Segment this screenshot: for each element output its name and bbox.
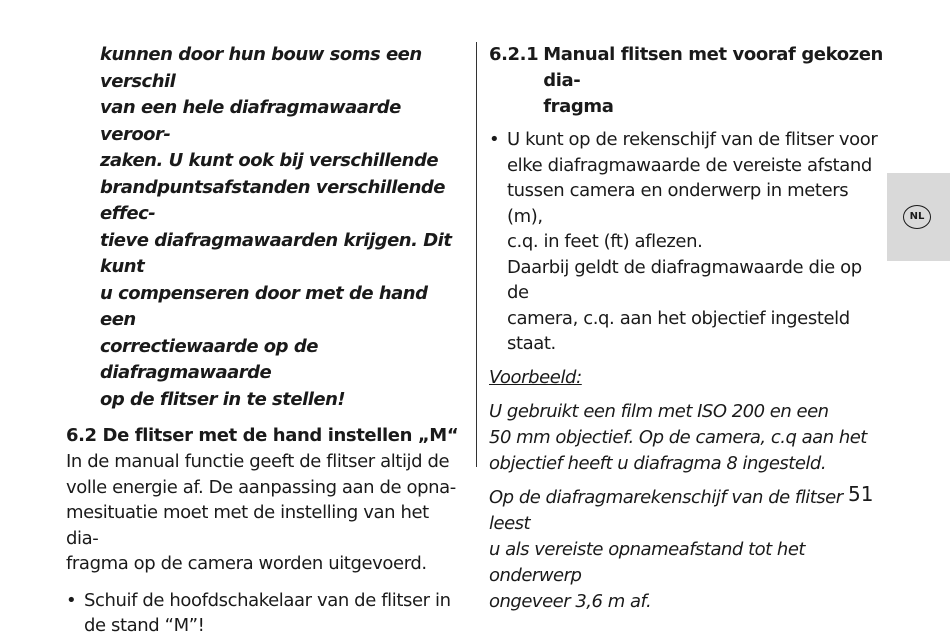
- bullet-text: Schuif de hoofdschakelaar van de flitser in de stand “M”!: [84, 589, 451, 636]
- subsection-heading: [489, 42, 885, 120]
- example-label: Voorbeeld:: [489, 366, 582, 388]
- right-column: [489, 42, 885, 615]
- language-badge: NL: [903, 205, 931, 229]
- subsection-number: 6.2.1: [489, 44, 539, 65]
- language-tab: [887, 173, 950, 261]
- bullet-text: U kunt op de rekenschijf van de flitser voor elke diafragmawaarde de vereiste afstand tussen camera en onderwerp in meters (m), c.q. in feet (ft) aflezen. Daarbij geldt de diafragmawaarde die op de camera, c.q. aan het objectief ingesteld staat.: [507, 129, 878, 354]
- left-column: [66, 42, 466, 639]
- page-number: 51: [848, 482, 874, 506]
- example-text-2: Op de diafragmarekenschijf van de flitser leest u als vereiste opnameafstand tot het onderwerp ongeveer 3,6 m af.: [489, 486, 843, 612]
- column-divider: [476, 42, 477, 467]
- subsection-title: Manual flitsen met vooraf gekozen dia- fragma: [543, 44, 883, 117]
- section-paragraph: In de manual functie geeft de flitser altijd de volle energie af. De aanpassing aan de opna- mesituatie moet met de instelling van het dia- fragma op de camera worden uitgevoerd.: [66, 451, 456, 574]
- list-item: [66, 588, 466, 639]
- note-text: kunnen door hun bouw soms een verschil van een hele diafragmawaarde veroor- zaken. U kunt ook bij verschillende brandpuntsafstanden verschillende effec- tieve diafragmawaarden krijgen. Dit kunt u compenseren door met de hand een correctiewaarde op de diafragmawaarde op de flitser in te stellen!: [100, 44, 452, 410]
- section-heading: 6.2 De flitser met de hand instellen „M“: [66, 425, 459, 446]
- list-item: [489, 127, 885, 357]
- bullet-marker: •: [66, 589, 77, 611]
- bullet-marker: •: [489, 129, 500, 150]
- example-text-1: U gebruikt een film met ISO 200 en een 50 mm objectief. Op de camera, c.q aan het objectief heeft u diafragma 8 ingesteld.: [489, 400, 867, 474]
